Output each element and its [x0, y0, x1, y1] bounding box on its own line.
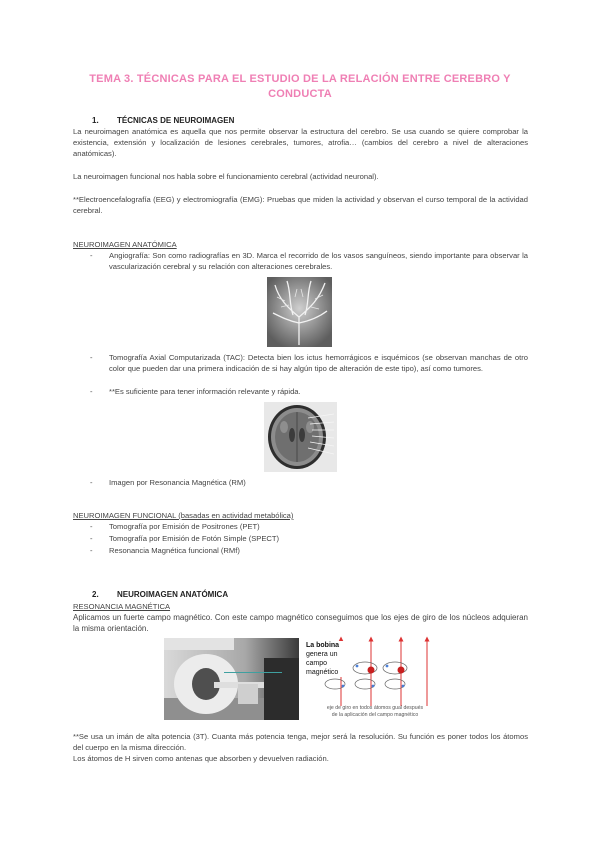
coil-label-line: genera un: [306, 651, 338, 658]
section-2-number: 2.: [92, 590, 99, 599]
paragraph-eeg-emg: **Electroencefalografía (EEG) y electromiografía (EMG): Pruebas que miden la actividad y observan el curso temporal de la actividad cerebral.: [73, 195, 528, 215]
list-item-rm: [90, 477, 528, 488]
ct-scan-image: [264, 402, 337, 472]
list-item-spect: [90, 533, 528, 544]
paragraph-anatomical-intro: La neuroimagen anatómica es aquella que nos permite observar la estructura del cerebro. Se usa cuando se quiere comprobar la existencia, extensión y localización de lesiones cerebrales, tumores, atrofia… (cambios del cerebro a nivel de alteraciones anatómicas).: [73, 127, 528, 158]
angiography-image: [267, 277, 332, 347]
list-dash: -: [90, 534, 93, 543]
caption-line: eje de giro en todos átomos gual después: [326, 705, 424, 711]
paragraph-resonancia: Aplicamos un fuerte campo magnético. Con este campo magnético conseguimos que los ejes de giro de los núcleos adquieran la misma orientación.: [73, 613, 528, 633]
list-item-tac: [90, 352, 528, 374]
list-item-text: **Es suficiente para tener información relevante y rápida.: [109, 387, 301, 396]
section-1-title: TÉCNICAS DE NEUROIMAGEN: [117, 116, 235, 125]
list-dash: -: [90, 478, 93, 487]
section-1-heading: [92, 116, 234, 125]
list-item-text: Resonancia Magnética funcional (RMf): [109, 546, 240, 555]
spin-diagram-caption: [312, 705, 438, 719]
subheading-funcional: NEUROIMAGEN FUNCIONAL (basadas en actividad metabólica): [73, 511, 294, 520]
subheading-anatomica: NEUROIMAGEN ANATÓMICA: [73, 240, 177, 249]
coil-label: [306, 641, 350, 677]
list-item-text: Tomografía por Emisión de Positrones (PET): [109, 522, 260, 531]
coil-label-line: campo: [306, 660, 328, 667]
list-item-angiografia: [90, 250, 528, 272]
list-dash: -: [90, 251, 93, 260]
mri-machine-photo: [164, 638, 299, 720]
list-item-text: Tomografía por Emisión de Fotón Simple (SPECT): [109, 534, 280, 543]
list-item-text: Tomografía Axial Computarizada (TAC): Detecta bien los ictus hemorrágicos e isquémicos (se observan manchas de otro color que pueden dar una primera indicación de si hay algún tipo de alteración de este tipo), así como tumores.: [109, 353, 528, 373]
section-2-title: NEUROIMAGEN ANATÓMICA: [117, 590, 229, 599]
list-dash: -: [90, 522, 93, 531]
coil-label-line: magnético: [306, 669, 339, 676]
section-1-number: 1.: [92, 116, 99, 125]
list-dash: -: [90, 546, 93, 555]
list-item-pet: [90, 521, 528, 532]
section-2-heading: [92, 590, 228, 599]
document-title: TEMA 3. TÉCNICAS PARA EL ESTUDIO DE LA RELACIÓN ENTRE CEREBRO Y CONDUCTA: [89, 73, 511, 100]
caption-line: de la aplicación del campo magnético: [331, 712, 419, 718]
coil-label-line: La bobina: [306, 642, 340, 649]
list-item-rmf: [90, 545, 528, 556]
list-item-text: Imagen por Resonancia Magnética (RM): [109, 478, 246, 487]
list-dash: -: [90, 387, 93, 396]
paragraph-atomos-h: Los átomos de H sirven como antenas que absorben y devuelven radiación.: [73, 754, 329, 763]
list-dash: -: [90, 353, 93, 362]
paragraph-iman: **Se usa un imán de alta potencia (3T). Cuanta más potencia tenga, mejor será la resolución. Su función es poner todos los átomos del cuerpo en la misma dirección.: [73, 732, 528, 752]
list-item-suficiente: [90, 386, 528, 397]
paragraph-functional-intro: La neuroimagen funcional nos habla sobre el funcionamiento cerebral (actividad neuronal).: [73, 172, 379, 181]
subheading-resonancia: RESONANCIA MAGNÉTICA: [73, 602, 171, 611]
list-item-text: Angiografía: Son como radiografías en 3D. Marca el recorrido de los vasos sanguíneos, siendo importante para observar la vascularización cerebral y su relación con alteraciones cerebrales.: [109, 251, 528, 271]
